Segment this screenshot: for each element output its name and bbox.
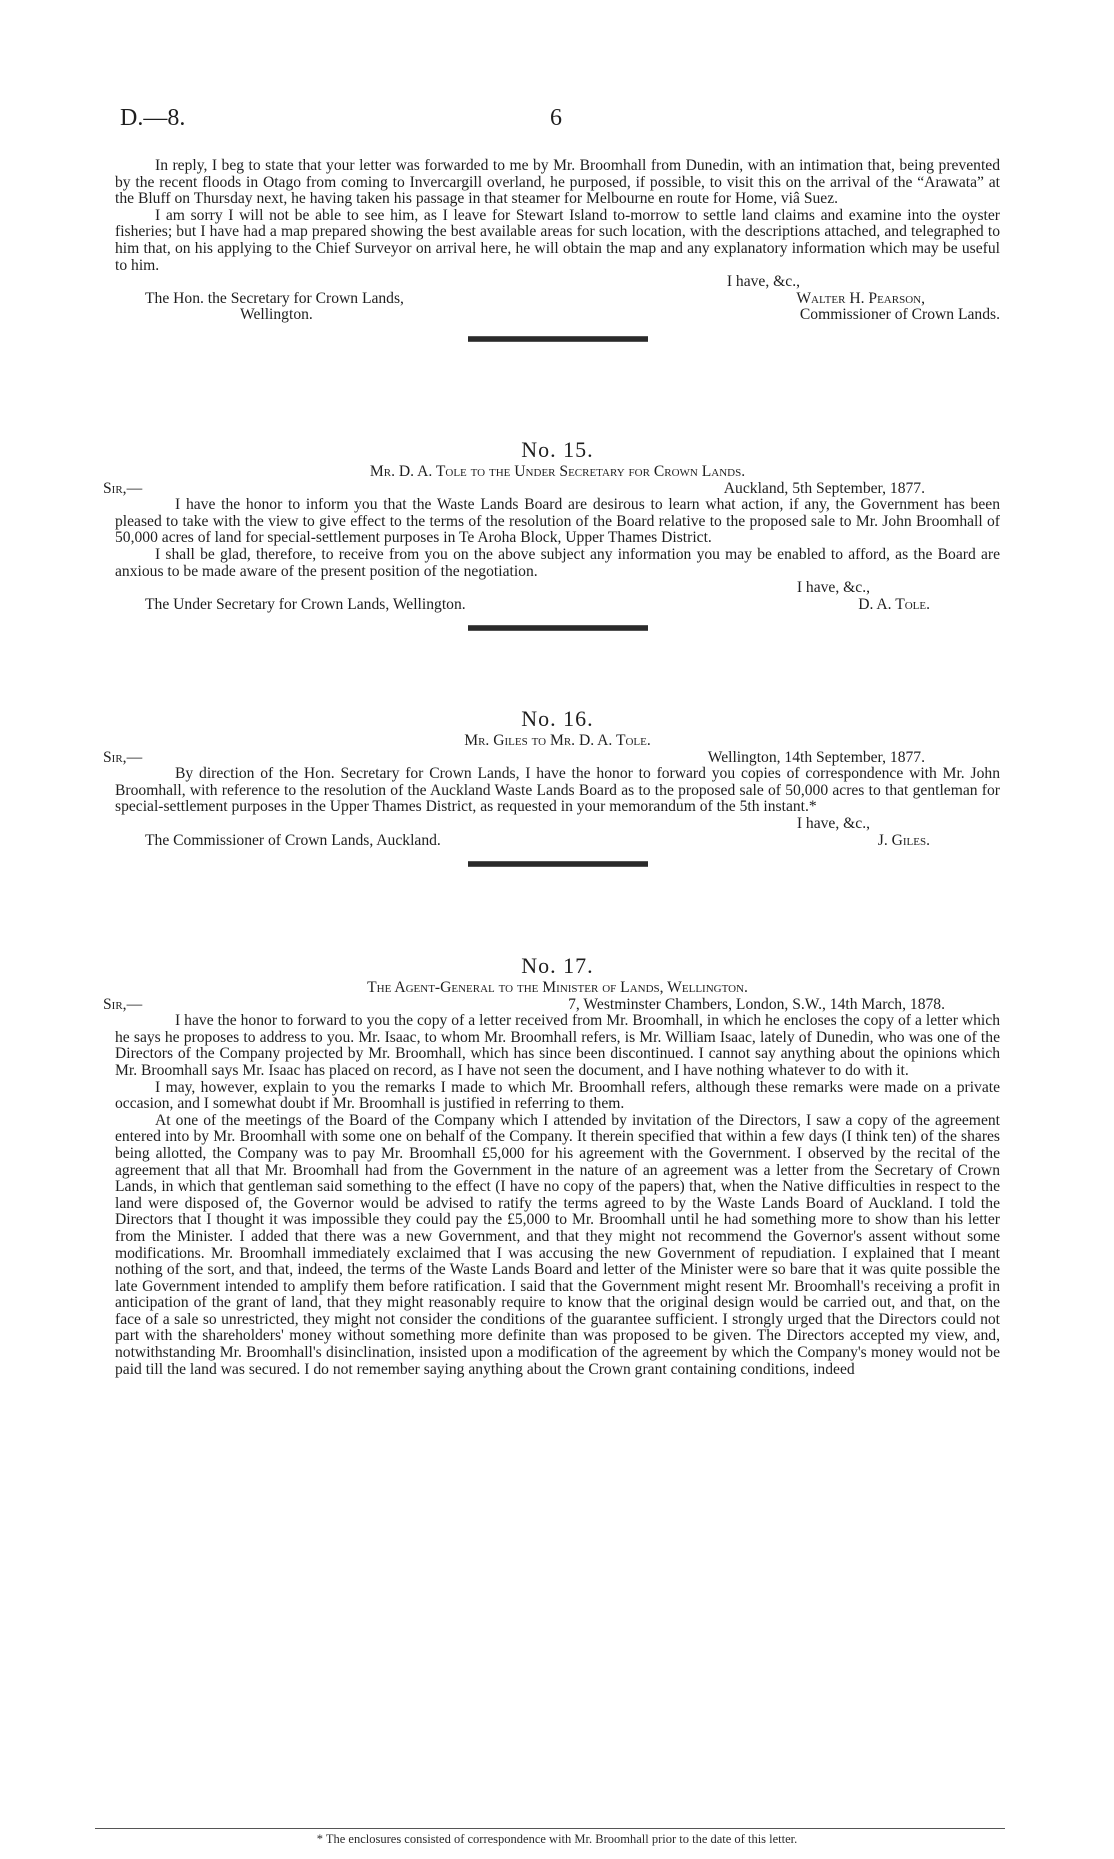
paragraph: At one of the meetings of the Board of the Company which I attended by invitation of the Directors, I saw a copy of the agreement entered into by Mr. Broomhall with some one on behalf of the Company. It therein specified that within a few days (I think ten) of the shares being allotted, the Company was to pay Mr. Broomhall £5,000 for his agreement with the Government. I observed by the recital of the agreement that all that Mr. Broomhall had from the Government in the nature of an agreement was a letter from the Secretary of Crown Lands, in which that gentleman said something to the effect (I have no copy of the papers) that, when the Native difficulties in respect to the land were disposed of, the Governor would be advised to ratify the terms agreed to by the Waste Lands Board of Auckland. I told the Directors that I thought it was impossible they could pay the £5,000 to Mr. Broomhall until he had something more to show than his letter from the Minister. I added that there was a new Government, and that they might not recommend the Governor's assent without some modifications. Mr. Broomhall immediately exclaimed that I was accusing the new Government of repudiation. I explained that I meant nothing of the sort, and that, indeed, the terms of the Waste Lands Board and letter of the Minister were so bare that it was quite possible the late Government intended to amplify them before ratification. I said that the Government might resent Mr. Broomhall's receiving a profit in anticipation of the grant of land, that they might reasonably require to know that the original design would be carried out, and that, on the face of a sale so unrestricted, they might not consider the conditions of the guarantee sufficient. I strongly urged that the Directors could not part with the shareholders' money without something more definite than was proposed to be given. The Directors accepted my view, and, notwithstanding Mr. Broomhall's disinclination, insisted upon a modification of the agreement by which the Company's money would not be paid till the land was secured. I do not remember saying anything about the Crown grant containing conditions, indeed [115,1111,1000,1378]
addressee: The Hon. the Secretary for Crown Lands, [145,289,404,307]
signature: Walter H. Pearson, [796,289,925,307]
closing-line [115,274,1000,291]
salutation-line [103,748,1000,767]
addressee-city: Wellington. [240,306,313,324]
signoff-line [115,307,1000,324]
salutation: Sir,— [103,995,143,1013]
letter-heading: The Agent-General to the Minister of Lands, Wellington. [367,979,748,996]
closing-line [115,580,1000,597]
place-date: 7, Westminster Chambers, London, S.W., 14th March, 1878. [568,995,945,1013]
letter-heading: Mr. D. A. Tole to the Under Secretary for Crown Lands. [369,463,746,480]
addressee: The Commissioner of Crown Lands, Auckland. [145,831,441,849]
letter-17 [103,952,1000,1378]
signoff-line [115,833,1000,850]
letter-16 [103,705,1000,877]
signoff-line [115,291,1000,308]
letter-heading: Mr. Giles to Mr. D. A. Tole. [464,732,651,749]
signoff-line [115,597,1000,614]
paragraph: In reply, I beg to state that your letter was forwarded to me by Mr. Broomhall from Dunedin, with an intimation that, being prevented by the recent floods in Otago from coming to Invercargill overland, he purposed, if possible, to visit this on the arrival of the “Arawata” at the Bluff on Thursday next, he having taken his passage in that steamer for Melbourne en route for Home, viâ Suez. [115,157,1000,208]
page-number: 6 [550,105,562,131]
letter-number: No. 15. [521,437,594,462]
place-date: Auckland, 5th September, 1877. [723,479,925,497]
closing: I have, &c., [726,273,800,291]
signature: J. Giles. [877,831,930,849]
letter-number: No. 16. [521,706,594,731]
closing: I have, &c., [796,814,870,832]
paragraph: I am sorry I will not be able to see him, as I leave for Stewart Island to-morrow to settle land claims and examine into the oyster fisheries; but I have had a map prepared showing the best available areas for such location, with the descriptions attached, and telegraphed to him that, on his applying to the Chief Surveyor on arrival here, he will obtain the map and any explanatory information which may be useful to him. [115,206,1000,274]
section-divider [468,625,648,631]
paragraph: I have the honor to forward to you the copy of a letter received from Mr. Broomhall, in which he encloses the copy of a letter which he says he proposes to address to you. Mr. Isaac, to whom Mr. Broomhall refers, is Mr. William Isaac, lately of Dunedin, who was one of the Directors of the Company projected by Mr. Broomhall, which has since been discontinued. I cannot say anything about the opinions which Mr. Broomhall says Mr. Isaac has placed on record, as I have not seen the document, and I have nothing whatever to do with it. [115,1012,1000,1079]
signature: D. A. Tole. [858,595,930,613]
closing: I have, &c., [796,579,870,597]
paragraph: I shall be glad, therefore, to receive from you on the above subject any information you may be enabled to afford, as the Board are anxious to be made aware of the present position of the negotiation. [115,545,1000,580]
footnote-rule [95,1828,1005,1829]
addressee: The Under Secretary for Crown Lands, Wellington. [145,595,466,613]
letter-15 [103,436,1000,641]
letter-number: No. 17. [521,953,594,978]
intro-section [115,158,1000,352]
salutation-line [103,995,1000,1014]
paragraph: I have the honor to inform you that the Waste Lands Board are desirous to learn what action, if any, the Government has been pleased to take with the view to give effect to the terms of the resolution of the Board relative to the proposed sale to Mr. John Broomhall of 50,000 acres of land for special-settlement purposes in Te Aroha Block, Upper Thames District. [115,496,1000,547]
footnote: * The enclosures consisted of correspondence with Mr. Broomhall prior to the date of this letter. [316,1832,798,1846]
salutation: Sir,— [103,479,143,497]
closing-line [115,816,1000,833]
place-date: Wellington, 14th September, 1877. [707,748,925,766]
signature-title: Commissioner of Crown Lands. [799,306,1000,324]
salutation-line [103,479,1000,498]
section-divider [468,861,648,867]
document-reference: D.—8. [120,105,186,131]
paragraph: By direction of the Hon. Secretary for Crown Lands, I have the honor to forward you copies of correspondence with Mr. John Broomhall, with reference to the resolution of the Auckland Waste Lands Board as to the proposed sale of 50,000 acres to that gentleman for special-settlement purposes in the Upper Thames District, as requested in your memorandum of the 5th instant.* [115,765,1000,816]
paragraph: I may, however, explain to you the remarks I made to which Mr. Broomhall refers, although these remarks were made on a private occasion, and I somewhat doubt if Mr. Broomhall is justified in referring to them. [115,1078,1000,1113]
salutation: Sir,— [103,748,143,766]
section-divider [468,336,648,342]
